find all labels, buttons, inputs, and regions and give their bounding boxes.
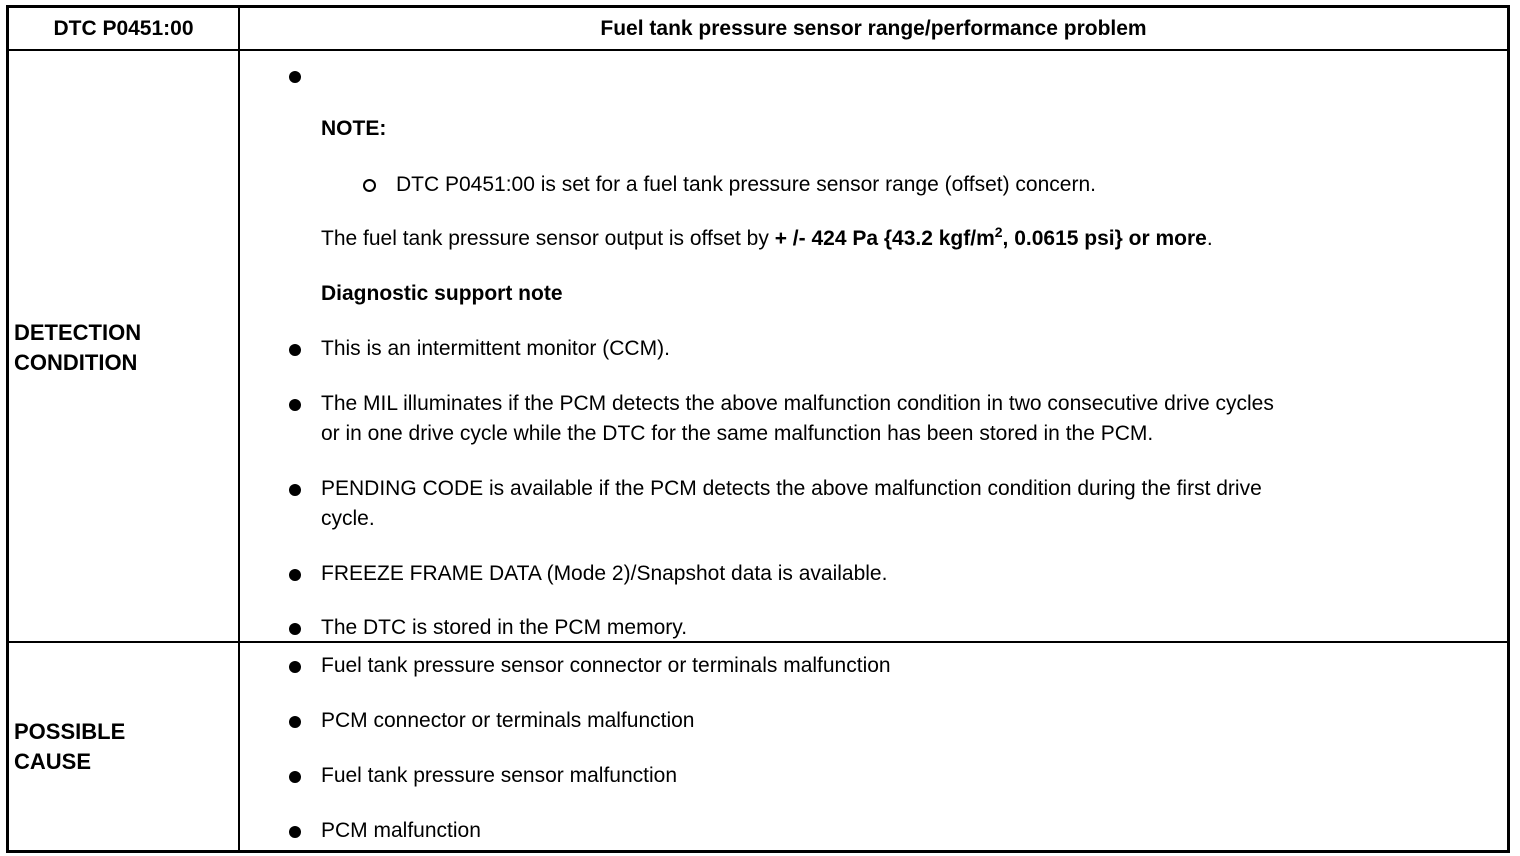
detection-item: The MIL illuminates if the PCM detects the above malfunction condition in two consecutive drive cycles xyxy=(321,392,1274,415)
cause-item: PCM connector or terminals malfunction xyxy=(321,709,695,732)
bullet-icon xyxy=(289,623,301,635)
bullet-icon xyxy=(289,484,301,496)
detection-item: PENDING CODE is available if the PCM detects the above malfunction condition during the first drive xyxy=(321,477,1262,500)
circle-bullet-icon xyxy=(363,179,376,192)
cause-label-line1: POSSIBLE xyxy=(14,719,126,744)
cause-item: Fuel tank pressure sensor connector or terminals malfunction xyxy=(321,654,891,677)
note-item: DTC P0451:00 is set for a fuel tank pressure sensor range (offset) concern. xyxy=(396,173,1096,196)
offset-pre: The fuel tank pressure sensor output is offset by xyxy=(321,227,775,250)
offset-post: . xyxy=(1206,227,1213,250)
detection-item-cont: cycle. xyxy=(321,507,375,530)
cause-item: Fuel tank pressure sensor malfunction xyxy=(321,764,678,787)
bullet-icon xyxy=(289,826,301,838)
offset-bold-b: , 0.0615 psi} or more xyxy=(1002,227,1207,250)
offset-sup: 2 xyxy=(994,224,1003,240)
bullet-icon xyxy=(289,344,301,356)
detection-item: This is an intermittent monitor (CCM). xyxy=(321,337,670,360)
dtc-code: DTC P0451:00 xyxy=(53,17,194,40)
support-heading: Diagnostic support note xyxy=(321,282,563,305)
bullet-icon xyxy=(289,661,301,673)
note-label: NOTE: xyxy=(321,117,387,140)
possible-cause-label xyxy=(14,717,234,777)
cause-item: PCM malfunction xyxy=(321,819,481,842)
bullet-icon xyxy=(289,399,301,411)
row-divider xyxy=(9,641,1507,643)
bullet-icon xyxy=(289,771,301,783)
offset-sentence xyxy=(321,224,1213,254)
detection-label-line2: CONDITION xyxy=(14,350,138,375)
cause-label-line2: CAUSE xyxy=(14,749,92,774)
detection-item: FREEZE FRAME DATA (Mode 2)/Snapshot data is available. xyxy=(321,562,888,585)
detection-label-line1: DETECTION xyxy=(14,320,142,345)
header-divider xyxy=(9,49,1507,51)
dtc-title: Fuel tank pressure sensor range/performance problem xyxy=(600,17,1147,40)
bullet-icon xyxy=(289,716,301,728)
detection-item-cont: or in one drive cycle while the DTC for the same malfunction has been stored in the PCM. xyxy=(321,422,1154,445)
detection-item: The DTC is stored in the PCM memory. xyxy=(321,616,688,639)
column-divider xyxy=(238,8,240,850)
offset-bold-a: + /- 424 Pa {43.2 kgf/m xyxy=(774,227,995,250)
detection-condition-label xyxy=(14,318,234,378)
dtc-table xyxy=(6,5,1510,853)
bullet-icon xyxy=(289,569,301,581)
bullet-icon xyxy=(289,71,301,83)
